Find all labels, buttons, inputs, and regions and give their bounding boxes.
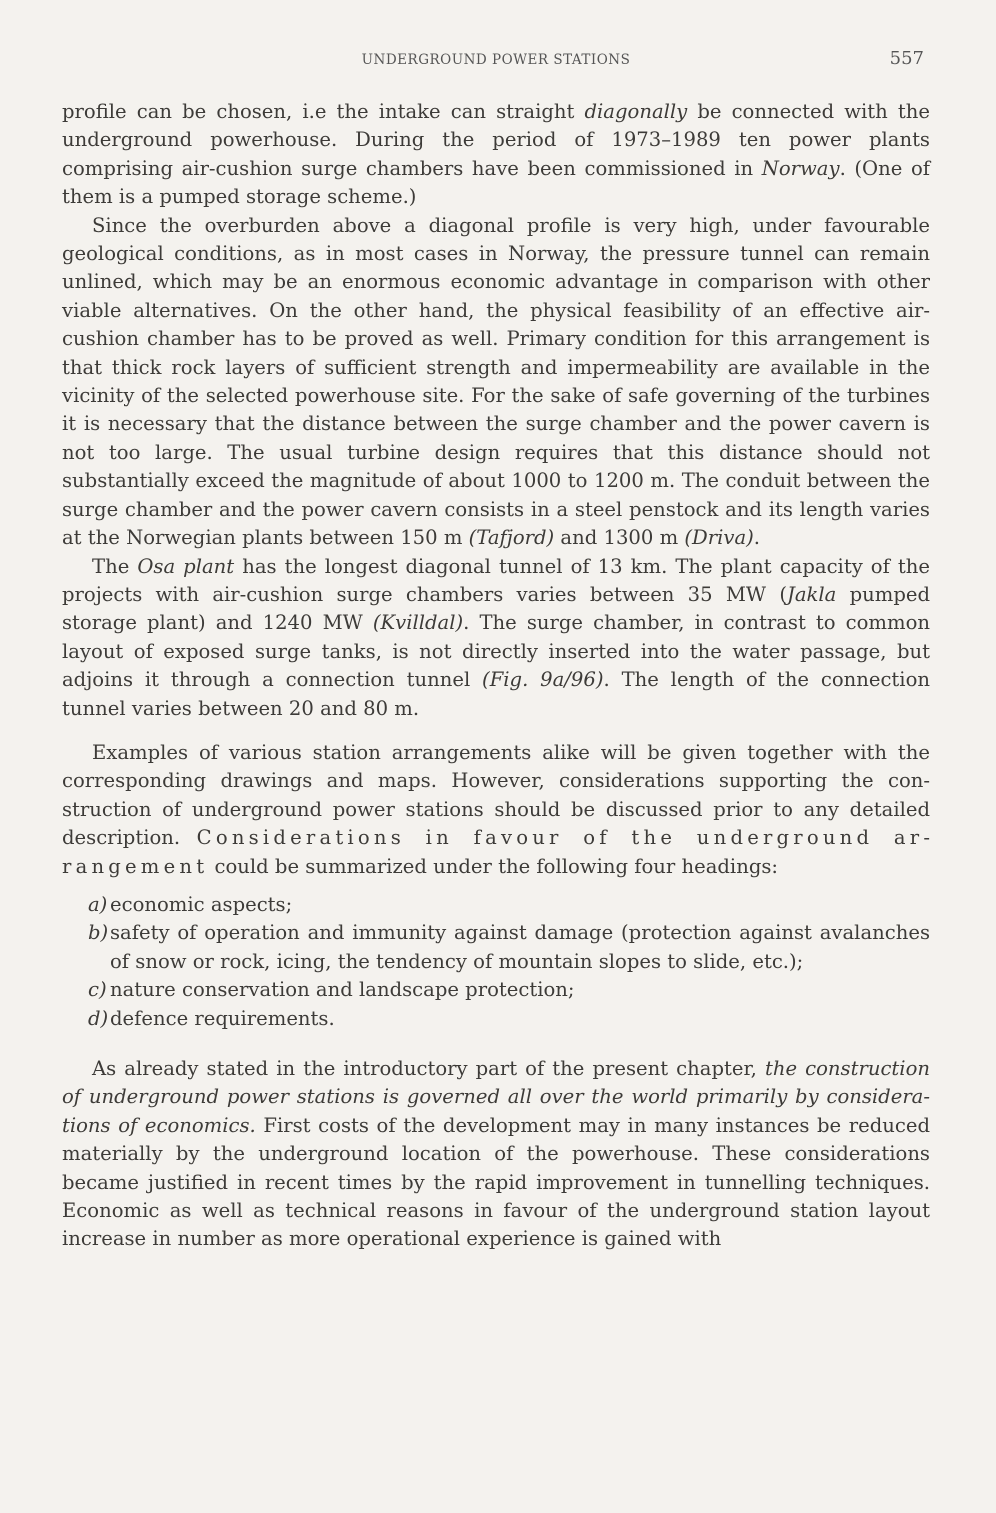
paragraph-1 [62,98,930,212]
paragraph-3 [62,553,930,723]
paragraph-gap [62,723,930,739]
text-run: . (One of them is a pumped storage scheme.) [62,156,930,209]
list-marker: a) [88,892,108,916]
text-run: has the longest diagonal tunnel of 13 km. The plant capacity of the projects with air-cushion surge chambers varies between 35 MW ( [62,554,930,606]
list-marker: b) [88,921,109,945]
text-run: pumped storage plant) and 1240 MW [62,582,931,635]
text-run: and 1300 m [554,526,685,550]
text-run: . The surge chamber, in contrast to common layout of exposed surge tanks, is not directly inserted into the water passage, but adjoins it through a connection tunnel [62,611,930,692]
emphasis: (Driva) [684,526,754,550]
list-text: nature conservation and landscape protection; [110,978,575,1002]
text-run: Examples of various station arrangements alike will be given together with the corresponding drawings and maps. However, considerations supporting the construction of underground power stations should be discussed prior to any detailed description. [62,740,930,850]
running-head: UNDERGROUND POWER STATIONS [361,52,631,68]
list-item [62,919,930,976]
paragraph-5 [62,1055,930,1254]
emphasis: (Kvilldal) [372,611,464,635]
text-run: could be summarized under the following four headings: [208,854,779,878]
text-run: As already stated in the introductory part of the present chapter, [92,1057,765,1080]
headings-list [62,891,930,1033]
paragraph-gap [62,1033,930,1055]
text-run: . The length of the connection tunnel varies between 20 and 80 m. [62,668,930,720]
emphasis: the construction of underground power stations is governed all over the world primarily by considerations of economics. [62,1057,930,1137]
text-run: be connected with the underground powerhouse. During the period of 1973–1989 ten power plants comprising air-cushion surge chambers have been commissioned in [62,100,930,180]
paragraph-2 [62,212,930,553]
text-run: First costs of the development may in many instances be reduced materially by the underground location of the powerhouse. These considerations became justified in recent times by the rapid improvement in tunnelling techniques. Economic as well as technical reasons in favour of the underground station layout increase in number as more operational experience is gained with [62,1113,930,1251]
paragraph-4 [62,739,930,881]
list-text: defence requirements. [110,1006,335,1030]
text-run: Since the overburden above a diagonal profile is very high, under favourable geological conditions, as in most cases in Norway, the pressure tunnel can remain unlined, which may be an enormous economic advantage in comparison with other viable alternatives. On the other hand, the physical feasibility of an effective air-cushion chamber has to be proved as well. Primary condition for this arrangement is that thick rock layers of sufficient strength and impermeability are available in the vicinity of the selected powerhouse site. For the sake of safe governing of the turbines it is necessary that the distance between the surge chamber and the power cavern is not too large. The usual turbine design requires that this distance should not substantially exceed the magnitude of about 1000 to 1200 m. The conduit between the surge chamber and the power cavern consists in a steel penstock and its length varies at the Norwegian plants between 150 m [62,213,930,550]
emphasis: (Tafjord) [468,526,555,550]
body-text [62,98,930,1254]
list-marker: c) [88,978,107,1002]
text-run: . [753,526,761,550]
text-run: The [92,554,138,578]
emphasis: diagonally [584,100,688,123]
list-item [62,1005,930,1033]
emphasis: Jakla [786,582,837,606]
list-text: safety of operation and immunity against damage (protection against avalanches of snow or rock, icing, the tendency of mountain slopes to slide, etc.); [110,921,930,973]
emphasis: Osa plant [137,554,235,578]
list-text: economic aspects; [110,892,293,916]
list-item [62,891,930,919]
page-header [62,48,930,72]
text-run: profile can be chosen, i.e the intake can straight [62,100,585,123]
spaced-emphasis: Considerations in favour of the underground arrangement [62,826,930,878]
list-marker: d) [88,1006,109,1030]
emphasis: Norway [761,156,840,180]
page-number: 557 [889,48,924,69]
paragraph-gap [62,881,930,891]
list-item [62,976,930,1004]
emphasis: (Fig. 9a/96) [482,668,604,692]
